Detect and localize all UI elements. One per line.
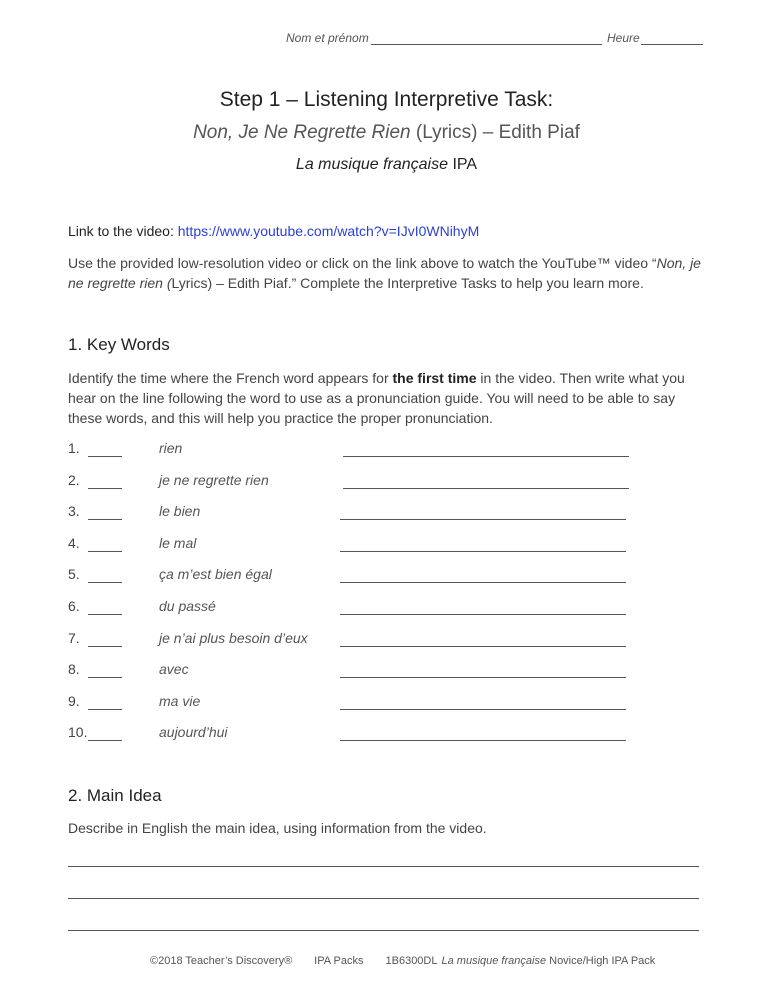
pronunciation-line[interactable]: [343, 456, 629, 457]
key-word: je ne regrette rien: [159, 471, 269, 488]
intro-text-2: Lyrics) – Edith Piaf.” Complete the Interpretive Tasks to help you learn more.: [171, 275, 644, 291]
pronunciation-line[interactable]: [340, 646, 626, 647]
time-blank[interactable]: [88, 456, 122, 457]
time-blank[interactable]: [88, 740, 122, 741]
key-word-number: 2.: [68, 471, 80, 488]
key-words-heading: 1. Key Words: [68, 335, 170, 354]
footer: [150, 955, 655, 967]
intro-paragraph: [68, 253, 708, 293]
time-blank[interactable]: [88, 519, 122, 520]
footer-product-italic: La musique française: [441, 955, 547, 967]
unit-title-suffix: IPA: [452, 156, 478, 173]
song-title-suffix: (Lyrics) – Edith Piaf: [415, 122, 580, 143]
unit-title: [0, 156, 773, 174]
key-word-number: 10.: [68, 724, 88, 741]
key-word: je n’ai plus besoin d’eux: [159, 629, 308, 646]
instr-text-1: Identify the time where the French word appears for: [68, 370, 393, 386]
time-blank[interactable]: [88, 709, 122, 710]
time-blank[interactable]: [88, 551, 122, 552]
key-word-number: 7.: [68, 629, 80, 646]
key-word-number: 9.: [68, 692, 80, 709]
unit-title-italic: La musique française: [295, 156, 449, 173]
name-label: Nom et prénom: [286, 31, 369, 45]
instr-bold: the first time: [392, 370, 477, 386]
time-blank[interactable]: [88, 677, 122, 678]
key-word: le bien: [159, 503, 201, 520]
time-blank[interactable]: [88, 582, 122, 583]
pronunciation-line[interactable]: [340, 740, 626, 741]
pronunciation-line[interactable]: [340, 551, 626, 552]
intro-italic: Non, je ne regrette rien (: [68, 255, 701, 291]
key-word-number: 1.: [68, 440, 80, 456]
time-blank[interactable]: [88, 646, 122, 647]
hour-label: Heure: [607, 31, 640, 45]
hour-line[interactable]: [641, 44, 703, 45]
pronunciation-line[interactable]: [340, 614, 626, 615]
time-blank[interactable]: [88, 614, 122, 615]
answer-line[interactable]: [68, 866, 699, 867]
key-word: le mal: [159, 534, 197, 551]
pronunciation-line[interactable]: [340, 709, 626, 710]
answer-line[interactable]: [68, 898, 699, 899]
key-word: ma vie: [159, 692, 201, 709]
footer-series: IPA Packs: [314, 955, 364, 967]
key-word: ça m’est bien égal: [159, 566, 272, 583]
page-title: Step 1 – Listening Interpretive Task:: [219, 88, 554, 111]
answer-line[interactable]: [68, 930, 699, 931]
pronunciation-line[interactable]: [340, 519, 626, 520]
key-word-number: 3.: [68, 503, 80, 520]
key-word-number: 6.: [68, 598, 80, 614]
key-word: aujourd’hui: [159, 724, 228, 741]
footer-copyright: ©2018 Teacher’s Discovery®: [150, 955, 293, 967]
key-word-number: 4.: [68, 534, 80, 551]
time-blank[interactable]: [88, 488, 122, 489]
key-word: avec: [159, 661, 189, 678]
song-title-italic: Non, Je Ne Regrette Rien: [193, 122, 411, 143]
key-word: du passé: [159, 598, 216, 614]
key-word-number: 5.: [68, 566, 80, 583]
main-idea-instruction: Describe in English the main idea, using information from the video.: [68, 820, 487, 836]
song-title: [0, 122, 773, 144]
name-line[interactable]: [371, 44, 602, 45]
footer-product-suffix: Novice/High IPA Pack: [549, 955, 656, 967]
intro-text-1: Use the provided low-resolution video or click on the link above to watch the YouTube™ video “: [68, 255, 657, 271]
video-link-label: Link to the video:: [68, 223, 174, 239]
key-word-number: 8.: [68, 661, 80, 678]
pronunciation-line[interactable]: [340, 582, 626, 583]
instr-text-2: in the video. Then write what you hear on the line following the word to use as a pronunciation guide. You will need to be able to say these words, and this will help you practice the proper pronunciation.: [68, 370, 685, 426]
video-link-row: [68, 221, 708, 241]
footer-product-code: 1B6300DL: [385, 955, 438, 967]
video-link[interactable]: https://www.youtube.com/watch?v=IJvI0WNihyM: [177, 223, 480, 239]
pronunciation-line[interactable]: [343, 488, 629, 489]
pronunciation-line[interactable]: [340, 677, 626, 678]
main-idea-heading: 2. Main Idea: [68, 786, 162, 805]
key-words-instructions: [68, 368, 708, 428]
key-word: rien: [159, 440, 183, 456]
